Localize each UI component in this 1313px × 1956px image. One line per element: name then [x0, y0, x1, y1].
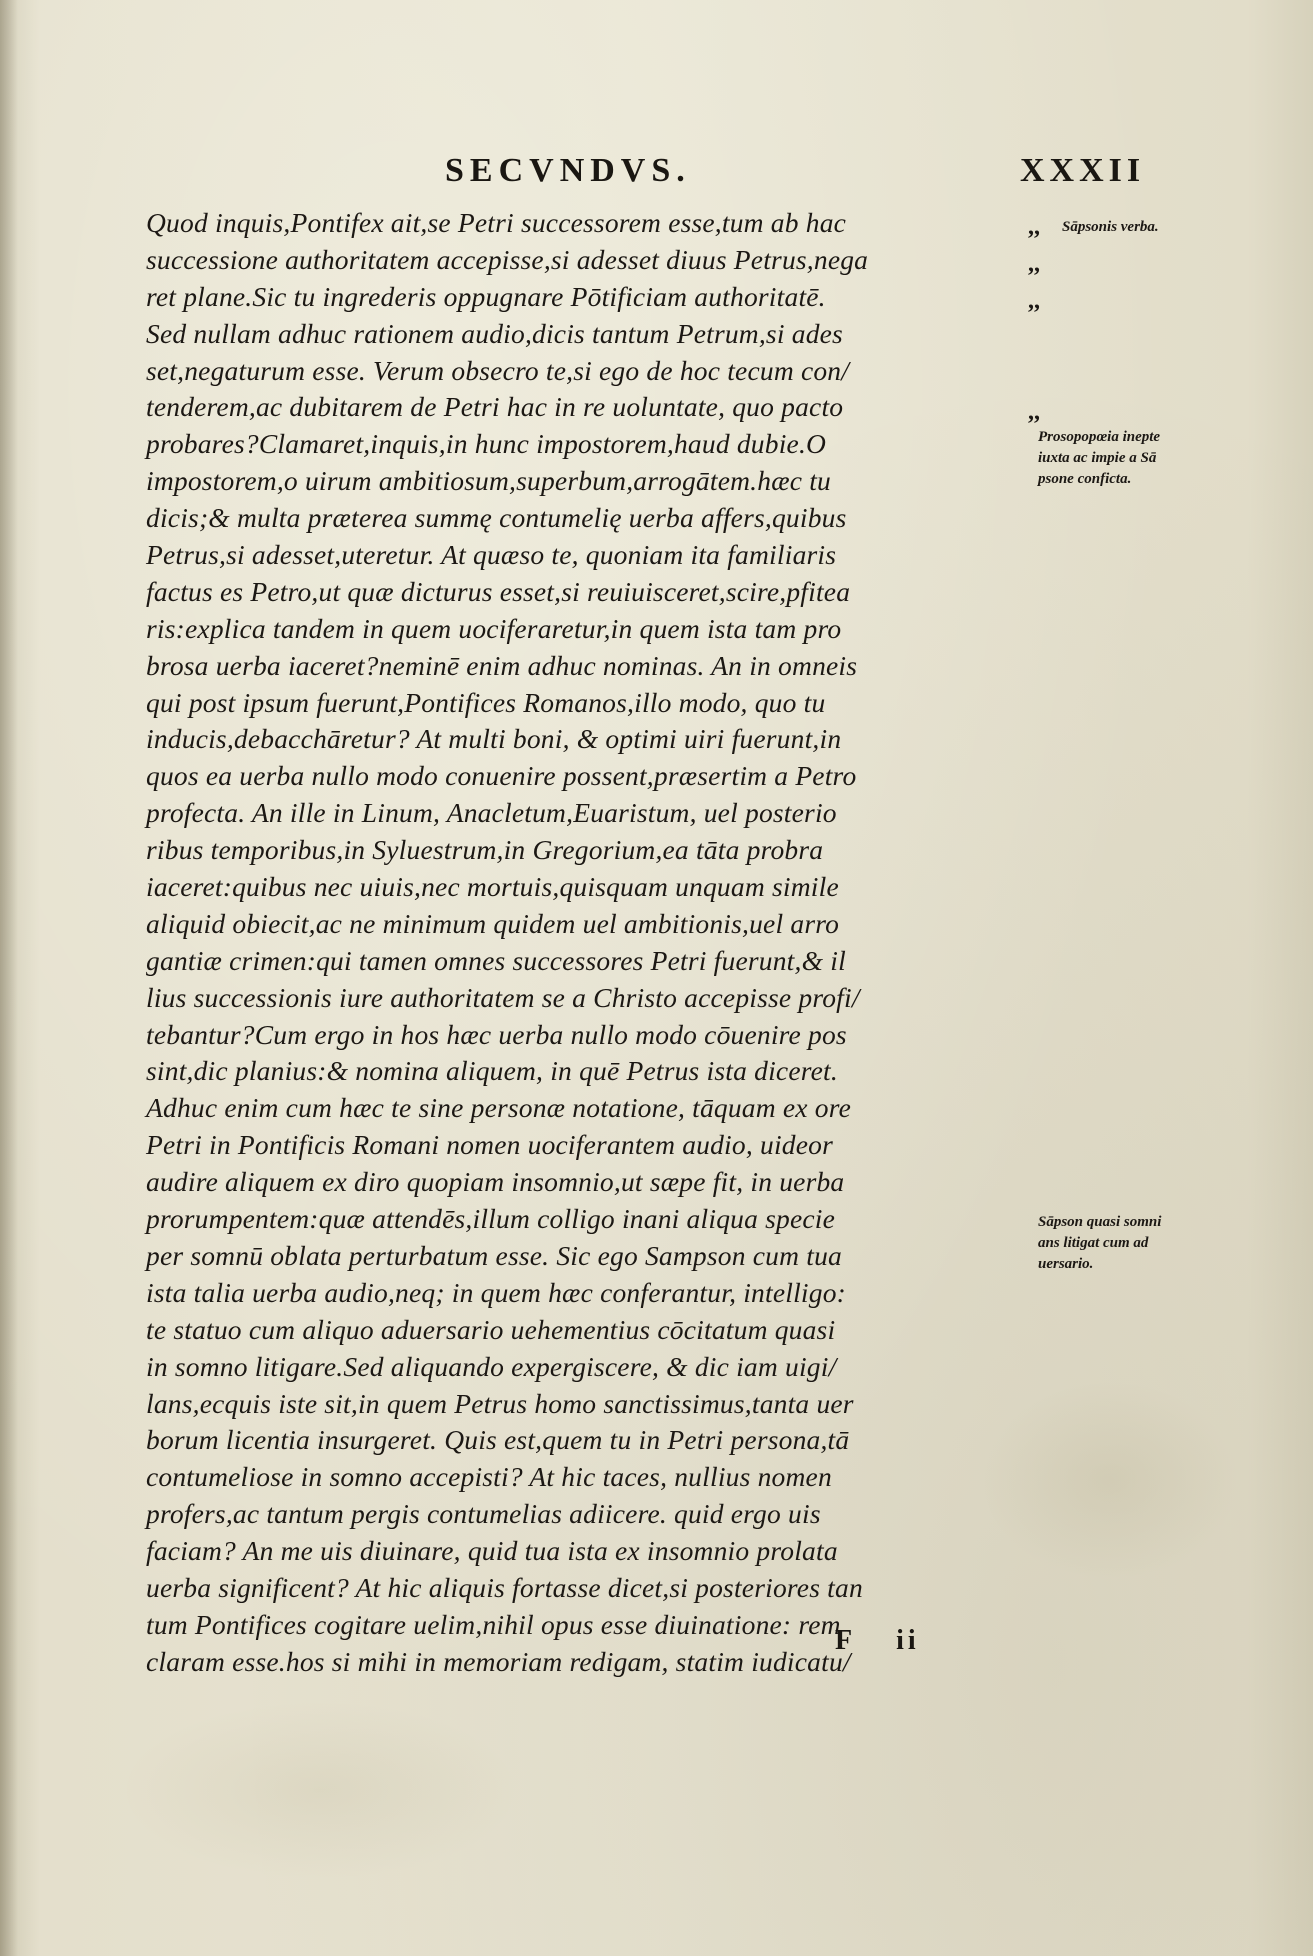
text-line: Adhuc enim cum hæc te sine personæ notatione, tāquam ex ore — [146, 1092, 852, 1124]
text-line: ret plane.Sic tu ingrederis oppugnare Pōtificiam authoritatē. — [146, 280, 826, 312]
text-line: ribus temporibus,in Syluestrum,in Gregorium,ea tāta probra — [146, 834, 824, 866]
text-line: iaceret:quibus nec uiuis,nec mortuis,quisquam unquam simile — [146, 871, 839, 903]
text-line: claram esse.hos si mihi in memoriam redigam, statim iudicatu/ — [146, 1645, 851, 1677]
text-line: ris:explica tandem in quem uociferaretur,in quem ista tam pro — [146, 612, 842, 644]
text-line: profecta. An ille in Linum, Anacletum,Euaristum, uel posterio — [146, 797, 837, 829]
text-line: contumeliose in somno accepisti? At hic taces, nullius nomen — [146, 1461, 832, 1493]
marginal-quote-mark: ,, — [1028, 214, 1040, 240]
marginal-note-line: Sāpson quasi somni — [1038, 1214, 1162, 1230]
text-line: Petrus,si adesset,uteretur. At quæso te, quoniam ita familiaris — [146, 539, 837, 571]
text-line: faciam? An me uis diuinare, quid tua ista ex insomnio prolata — [146, 1535, 838, 1567]
text-line: audire aliquem ex diro quopiam insomnio,ut sæpe fit, in uerba — [146, 1166, 845, 1198]
marginal-note-line: psone conficta. — [1038, 471, 1132, 487]
marginal-note-line: iuxta ac impie a Sā — [1038, 450, 1157, 466]
text-line: impostorem,o uirum ambitiosum,superbum,arrogātem.hæc tu — [146, 465, 832, 497]
marginal-quote-mark: ,, — [1028, 288, 1040, 314]
marginal-quote-mark: ,, — [1028, 399, 1040, 425]
text-line: qui post ipsum fuerunt,Pontifices Romanos,illo modo, quo tu — [146, 686, 826, 718]
text-line: gantiæ crimen:qui tamen omnes successores Petri fuerunt,& il — [146, 944, 846, 976]
text-line: lius successionis iure authoritatem se a Christo accepisse profi/ — [146, 981, 860, 1013]
text-line: factus es Petro,ut quæ dicturus esset,si reuiuisceret,scire,pfitea — [146, 575, 851, 607]
marginal-note-line: Sāpsonis verba. — [1062, 219, 1159, 235]
text-line: in somno litigare.Sed aliquando expergiscere, & dic iam uigi/ — [146, 1350, 837, 1382]
text-line: prorumpentem:quæ attendēs,illum colligo inani aliqua specie — [146, 1203, 836, 1235]
text-line: dicis;& multa præterea summę contumelię uerba affers,quibus — [146, 502, 847, 534]
signature-mark — [835, 1625, 920, 1657]
text-line: Quod inquis,Pontifex ait,se Petri successorem esse,tum ab hac — [146, 207, 847, 238]
text-line: per somnū oblata perturbatum esse. Sic ego Sampson cum tua — [146, 1239, 842, 1271]
page-header — [0, 152, 1313, 196]
marginal-note — [1062, 217, 1232, 238]
text-line: ista talia uerba audio,neq; in quem hæc conferantur, intelligo: — [146, 1276, 847, 1308]
marginal-note-line: ans litigat cum ad — [1038, 1235, 1149, 1251]
text-line: successione authoritatem accepisse,si adesset diuus Petrus,nega — [146, 243, 869, 275]
text-line: quos ea uerba nullo modo conuenire possent,præsertim a Petro — [146, 760, 857, 792]
text-line: Sed nullam adhuc rationem audio,dicis tantum Petrum,si ades — [146, 317, 843, 349]
marginal-note — [1038, 427, 1208, 490]
marginal-note-line: uersario. — [1038, 1256, 1094, 1272]
signature-number: ii — [896, 1625, 920, 1656]
text-line: uerba significent? At hic aliquis fortasse dicet,si posteriores tan — [146, 1571, 863, 1603]
text-line: tum Pontifices cogitare uelim,nihil opus esse diuinatione: rem — [146, 1608, 841, 1640]
text-line: tenderem,ac dubitarem de Petri hac in re uoluntate, quo pacto — [146, 391, 844, 423]
folio-number: XXXII — [1020, 152, 1146, 189]
text-line: sint,dic planius:& nomina aliquem, in quē Petrus ista diceret. — [146, 1055, 838, 1087]
signature-letter: F — [835, 1625, 857, 1656]
text-line: brosa uerba iaceret?neminē enim adhuc nominas. An in omneis — [146, 649, 858, 681]
marginal-quote-mark: ,, — [1028, 251, 1040, 277]
text-line: profers,ac tantum pergis contumelias adiicere. quid ergo uis — [146, 1498, 821, 1530]
text-line: inducis,debacchāretur? At multi boni, & optimi uiri fuerunt,in — [146, 723, 842, 755]
text-line: aliquid obiecit,ac ne minimum quidem uel ambitionis,uel arro — [146, 907, 840, 939]
text-line: tebantur?Cum ergo in hos hæc uerba nullo modo cōuenire pos — [146, 1018, 847, 1050]
text-line: borum licentia insurgeret. Quis est,quem tu in Petri persona,tā — [146, 1424, 850, 1456]
text-line: Petri in Pontificis Romani nomen uociferantem audio, uideor — [146, 1129, 833, 1161]
marginal-note-line: Prosopopœia inepte — [1038, 429, 1161, 445]
text-line: set,negaturum esse. Verum obsecro te,si ego de hoc tecum con/ — [146, 354, 850, 386]
main-text-block — [146, 205, 1026, 1681]
text-line: lans,ecquis iste sit,in quem Petrus homo sanctissimus,tanta uer — [146, 1387, 854, 1419]
text-line: te statuo cum aliquo aduersario uehementius cōcitatum quasi — [146, 1313, 836, 1345]
text-line: probares?Clamaret,inquis,in hunc impostorem,haud dubie.O — [146, 428, 827, 460]
paper-stain — [120, 1700, 520, 1880]
marginal-note — [1038, 1212, 1208, 1275]
running-title: SECVNDVS. — [445, 152, 691, 189]
